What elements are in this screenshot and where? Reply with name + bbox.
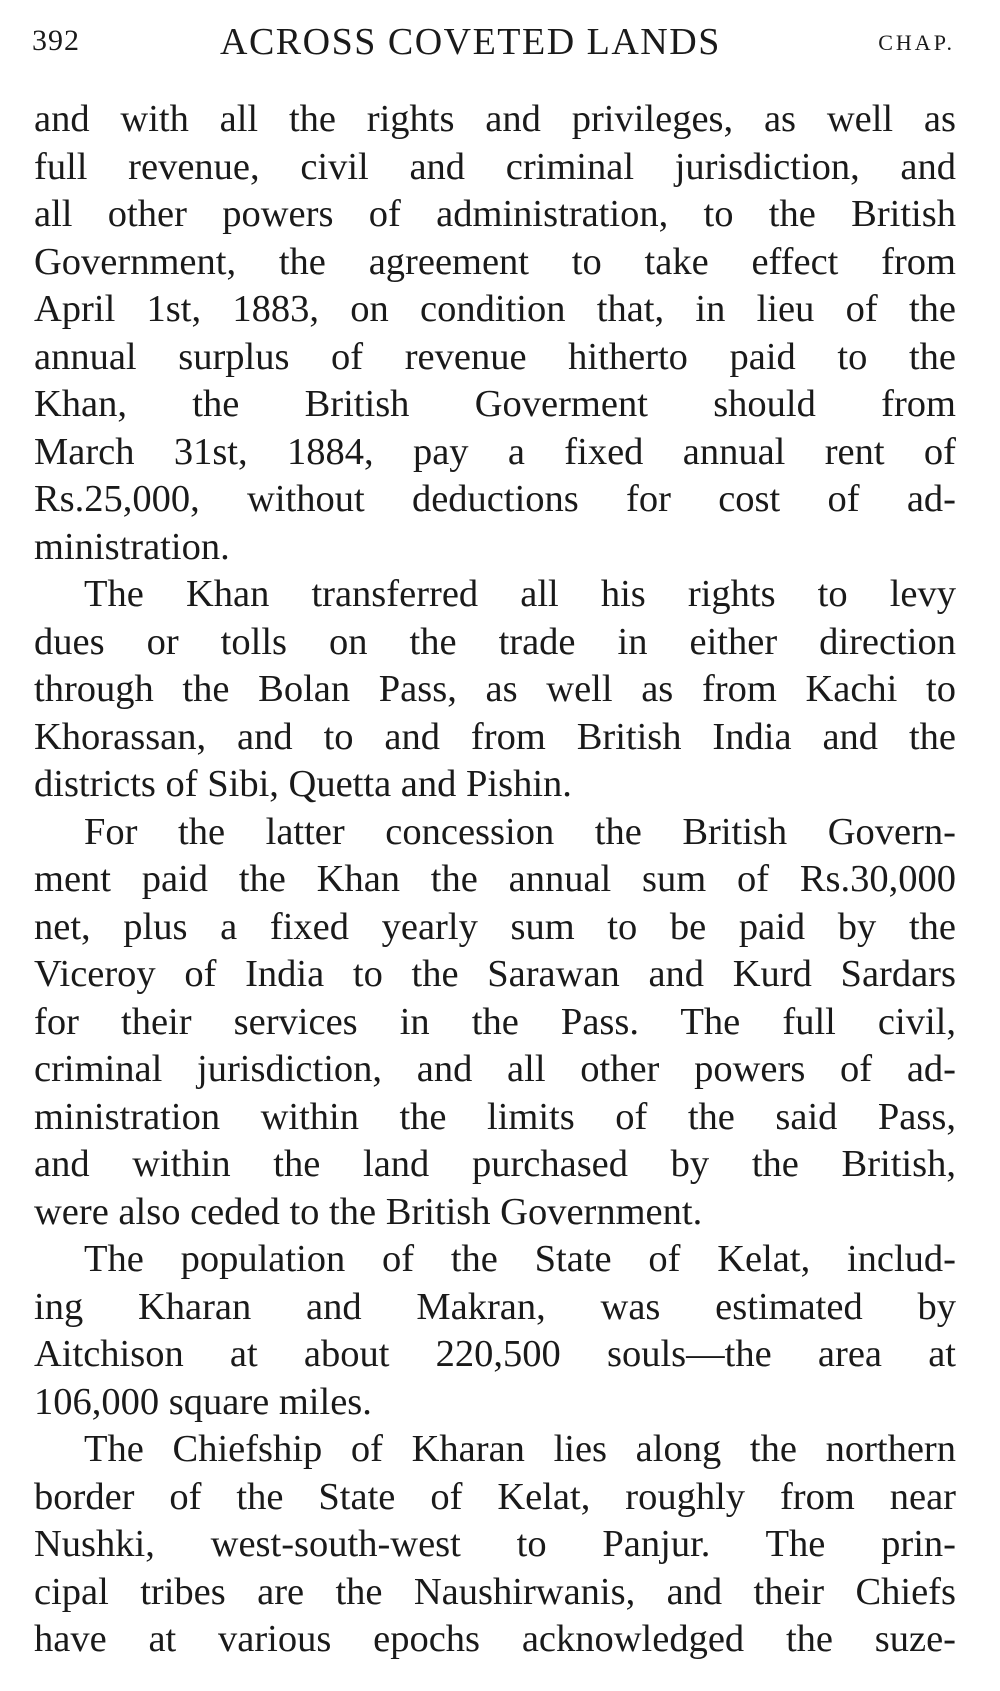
text-line: The Chiefship of Kharan lies along the northern xyxy=(84,1428,956,1470)
text-line: The population of the State of Kelat, includ- xyxy=(84,1238,956,1280)
text-line: ministration. xyxy=(34,525,230,568)
text-line: net, plus a fixed yearly sum to be paid by the xyxy=(34,905,956,948)
text-line: ministration within the limits of the said Pass, xyxy=(34,1095,956,1138)
page-number: 392 xyxy=(32,24,80,57)
paragraph-2 xyxy=(34,571,956,809)
paragraph-4 xyxy=(34,1236,956,1426)
running-title: ACROSS COVETED LANDS xyxy=(220,21,721,63)
running-head xyxy=(32,14,957,64)
text-line: districts of Sibi, Quetta and Pishin. xyxy=(34,763,572,805)
text-line: dues or tolls on the trade in either direction xyxy=(34,620,956,663)
text-line: ing Kharan and Makran, was estimated by xyxy=(34,1285,956,1328)
chapter-label: CHAP. xyxy=(878,30,955,55)
paragraph-5 xyxy=(34,1426,956,1664)
text-line: all other powers of administration, to the British xyxy=(34,193,956,235)
text-line: for their services in the Pass. The full civil, xyxy=(34,1000,956,1043)
text-line: For the latter concession the British Govern- xyxy=(84,810,956,853)
text-line: full revenue, civil and criminal jurisdiction, and xyxy=(34,145,956,188)
paragraph-1 xyxy=(34,96,956,571)
text-line: Khan, the British Goverment should from xyxy=(34,383,956,425)
text-line: Viceroy of India to the Sarawan and Kurd Sardars xyxy=(34,953,956,995)
text-line: Khorassan, and to and from British India and the xyxy=(34,715,956,758)
text-line: March 31st, 1884, pay a fixed annual rent of xyxy=(34,430,956,473)
text-line: through the Bolan Pass, as well as from Kachi to xyxy=(34,668,956,710)
text-line: and with all the rights and privileges, as well as xyxy=(34,98,956,140)
text-line: Government, the agreement to take effect from xyxy=(34,240,956,283)
text-line: have at various epochs acknowledged the suze- xyxy=(34,1618,956,1660)
text-line: 106,000 square miles. xyxy=(34,1380,372,1423)
text-line: cipal tribes are the Naushirwanis, and their Chiefs xyxy=(34,1570,956,1613)
text-line: Rs.25,000, without deductions for cost of ad- xyxy=(34,478,956,520)
text-line: April 1st, 1883, on condition that, in lieu of the xyxy=(34,288,956,330)
text-line: The Khan transferred all his rights to levy xyxy=(84,573,956,615)
text-line: Nushki, west-south-west to Panjur. The prin- xyxy=(34,1523,956,1565)
text-line: border of the State of Kelat, roughly from near xyxy=(34,1475,956,1518)
text-line: ment paid the Khan the annual sum of Rs.30,000 xyxy=(34,858,956,900)
text-line: annual surplus of revenue hitherto paid to the xyxy=(34,335,956,378)
text-line: criminal jurisdiction, and all other powers of ad- xyxy=(34,1048,956,1090)
text-line: were also ceded to the British Government. xyxy=(34,1190,703,1233)
text-line: and within the land purchased by the British, xyxy=(34,1143,956,1185)
text-line: Aitchison at about 220,500 souls—the area at xyxy=(34,1333,956,1375)
body-text xyxy=(34,96,956,1664)
paragraph-3 xyxy=(34,809,956,1237)
